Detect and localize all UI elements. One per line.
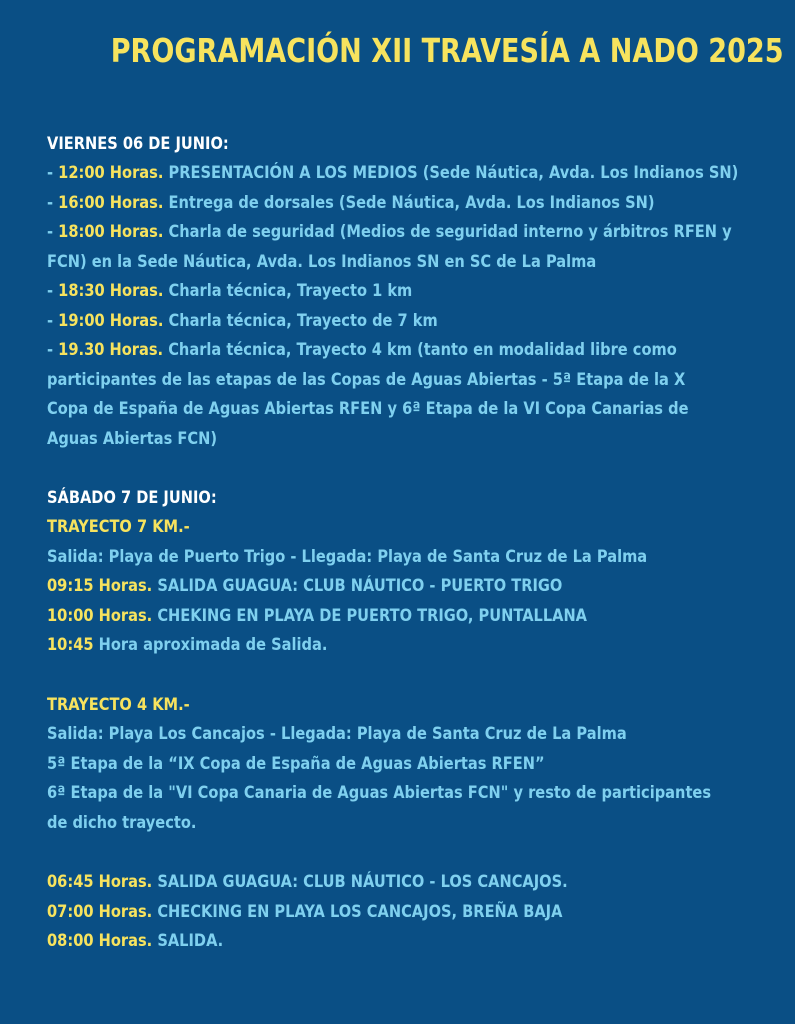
route-4km-item-3: 08:00 Horas. SALIDA. (47, 931, 224, 951)
item-time: 19:00 Horas. (58, 310, 164, 331)
item-time: 07:00 Horas. (47, 901, 153, 922)
friday-item-6-cont-1: participantes de las etapas de las Copas de Aguas Abiertas - 5ª Etapa de la X (47, 369, 686, 390)
friday-item-6-cont-3: Aguas Abiertas FCN) (47, 428, 218, 449)
friday-item-5: - 19:00 Horas. Charla técnica, Trayecto de 7 km (47, 310, 438, 331)
friday-item-3-cont: FCN) en la Sede Náutica, Avda. Los Indianos SN en SC de La Palma (47, 251, 597, 272)
friday-item-6: - 19.30 Horas. Charla técnica, Trayecto 4 km (tanto en modalidad libre como (47, 340, 677, 360)
route-4km-line-4: de dicho trayecto. (47, 812, 197, 833)
item-time: 08:00 Horas. (47, 931, 153, 951)
friday-item-2: - 16:00 Horas. Entrega de dorsales (Sede Náutica, Avda. Los Indianos SN) (47, 192, 655, 213)
route-7km-item-1: 09:15 Horas. SALIDA GUAGUA: CLUB NÁUTICO - PUERTO TRIGO (47, 576, 563, 596)
spacer (47, 661, 755, 691)
item-time: 10:00 Horas. (47, 605, 153, 626)
item-time: 19.30 Horas. (58, 340, 164, 360)
item-time: 10:45 (47, 635, 94, 655)
route-4km-item-2: 07:00 Horas. CHECKING EN PLAYA LOS CANCAJOS, BREÑA BAJA (47, 901, 563, 922)
friday-item-1: - 12:00 Horas. PRESENTACIÓN A LOS MEDIOS (Sede Náutica, Avda. Los Indianos SN) (47, 163, 739, 183)
friday-item-3: - 18:00 Horas. Charla de seguridad (Medios de seguridad interno y árbitros RFEN y (47, 222, 732, 242)
route-4km-line-2: 5ª Etapa de la “IX Copa de España de Aguas Abiertas RFEN” (47, 753, 545, 774)
route-7km-line-1: Salida: Playa de Puerto Trigo - Llegada: Playa de Santa Cruz de La Palma (47, 546, 648, 567)
item-time: 18:30 Horas. (58, 281, 164, 301)
item-time: 09:15 Horas. (47, 576, 153, 596)
route-4km-heading: TRAYECTO 4 KM.- (47, 694, 190, 715)
route-4km-line-1: Salida: Playa Los Cancajos - Llegada: Playa de Santa Cruz de La Palma (47, 724, 627, 744)
friday-heading: VIERNES 06 DE JUNIO: (47, 134, 229, 154)
friday-item-6-cont-2: Copa de España de Aguas Abiertas RFEN y 6ª Etapa de la VI Copa Canarias de (47, 399, 689, 419)
route-4km-line-3: 6ª Etapa de la "VI Copa Canaria de Aguas Abiertas FCN" y resto de participantes (47, 783, 712, 803)
spacer (47, 454, 755, 484)
item-time: 12:00 Horas. (58, 163, 164, 183)
item-time: 18:00 Horas. (58, 222, 164, 242)
route-7km-item-3: 10:45 Hora aproximada de Salida. (47, 635, 328, 655)
route-7km-heading: TRAYECTO 7 KM.- (47, 517, 190, 537)
saturday-section (47, 484, 755, 957)
item-time: 16:00 Horas. (58, 192, 164, 213)
friday-section (47, 130, 755, 454)
item-time: 06:45 Horas. (47, 872, 153, 892)
route-4km-item-1: 06:45 Horas. SALIDA GUAGUA: CLUB NÁUTICO - LOS CANCAJOS. (47, 872, 568, 892)
friday-item-4: - 18:30 Horas. Charla técnica, Trayecto 1 km (47, 281, 413, 301)
route-7km-item-2: 10:00 Horas. CHEKING EN PLAYA DE PUERTO TRIGO, PUNTALLANA (47, 605, 588, 626)
saturday-heading: SÁBADO 7 DE JUNIO: (47, 488, 217, 508)
page-title: PROGRAMACIÓN XII TRAVESÍA A NADO 2025 (110, 31, 784, 70)
spacer (47, 838, 755, 868)
